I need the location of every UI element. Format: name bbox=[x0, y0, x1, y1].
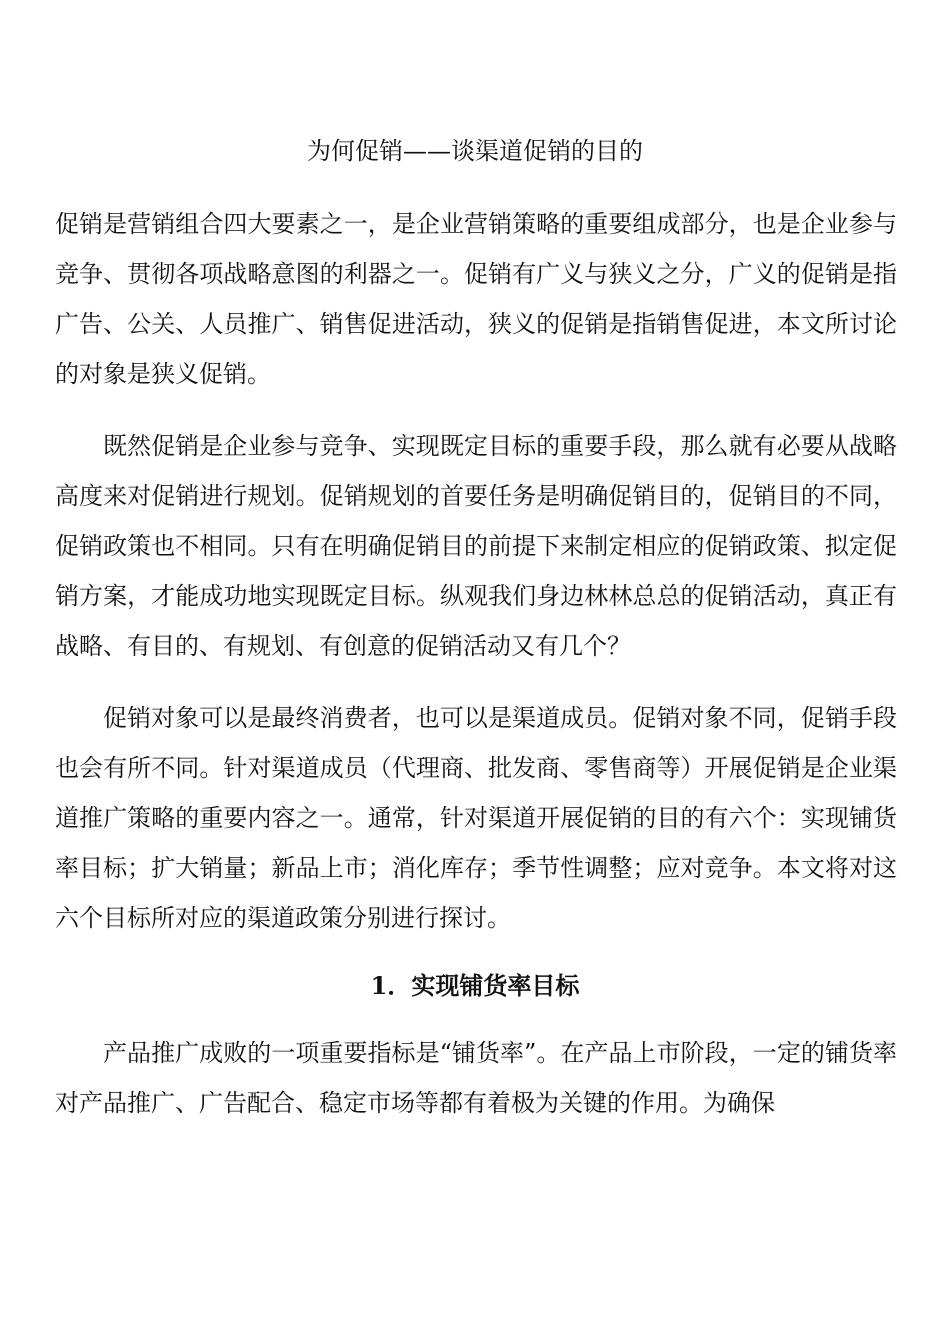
document-title: 为何促销——谈渠道促销的目的 bbox=[307, 137, 643, 165]
paragraph-strategy: 既然促销是企业参与竞争、实现既定目标的重要手段，那么就有必要从战略高度来对促销进行规划。促销规划的首要任务是明确促销目的，促销目的不同，促销政策也不相同。只有在明确促销目的前提下来制定相应的促销政策、拟定促销方案，才能成功地实现既定目标。纵观我们身边林林总总的促销活动，真正有战略、有目的、有规划、有创意的促销活动又有几个？ bbox=[55, 432, 897, 660]
paragraph-channel-targets: 促销对象可以是最终消费者，也可以是渠道成员。促销对象不同，促销手段也会有所不同。针对渠道成员（代理商、批发商、零售商等）开展促销是企业渠道推广策略的重要内容之一。通常，针对渠道开展促销的目的有六个：实现铺货率目标；扩大销量；新品上市；消化库存；季节性调整；应对竞争。本文将对这六个目标所对应的渠道政策分别进行探讨。 bbox=[55, 704, 897, 932]
section-heading: 1．实现铺货率目标 bbox=[370, 971, 580, 1000]
paragraph-intro: 促销是营销组合四大要素之一，是企业营销策略的重要组成部分，也是企业参与竞争、贯彻各项战略意图的利器之一。促销有广义与狭义之分，广义的促销是指广告、公关、人员推广、销售促进活动，狭义的促销是指销售促进，本文所讨论的对象是狭义促销。 bbox=[55, 210, 897, 388]
paragraph-distribution-rate: 产品推广成败的一项重要指标是“铺货率”。在产品上市阶段，一定的铺货率对产品推广、广告配合、稳定市场等都有着极为关键的作用。为确保 bbox=[55, 1039, 897, 1117]
